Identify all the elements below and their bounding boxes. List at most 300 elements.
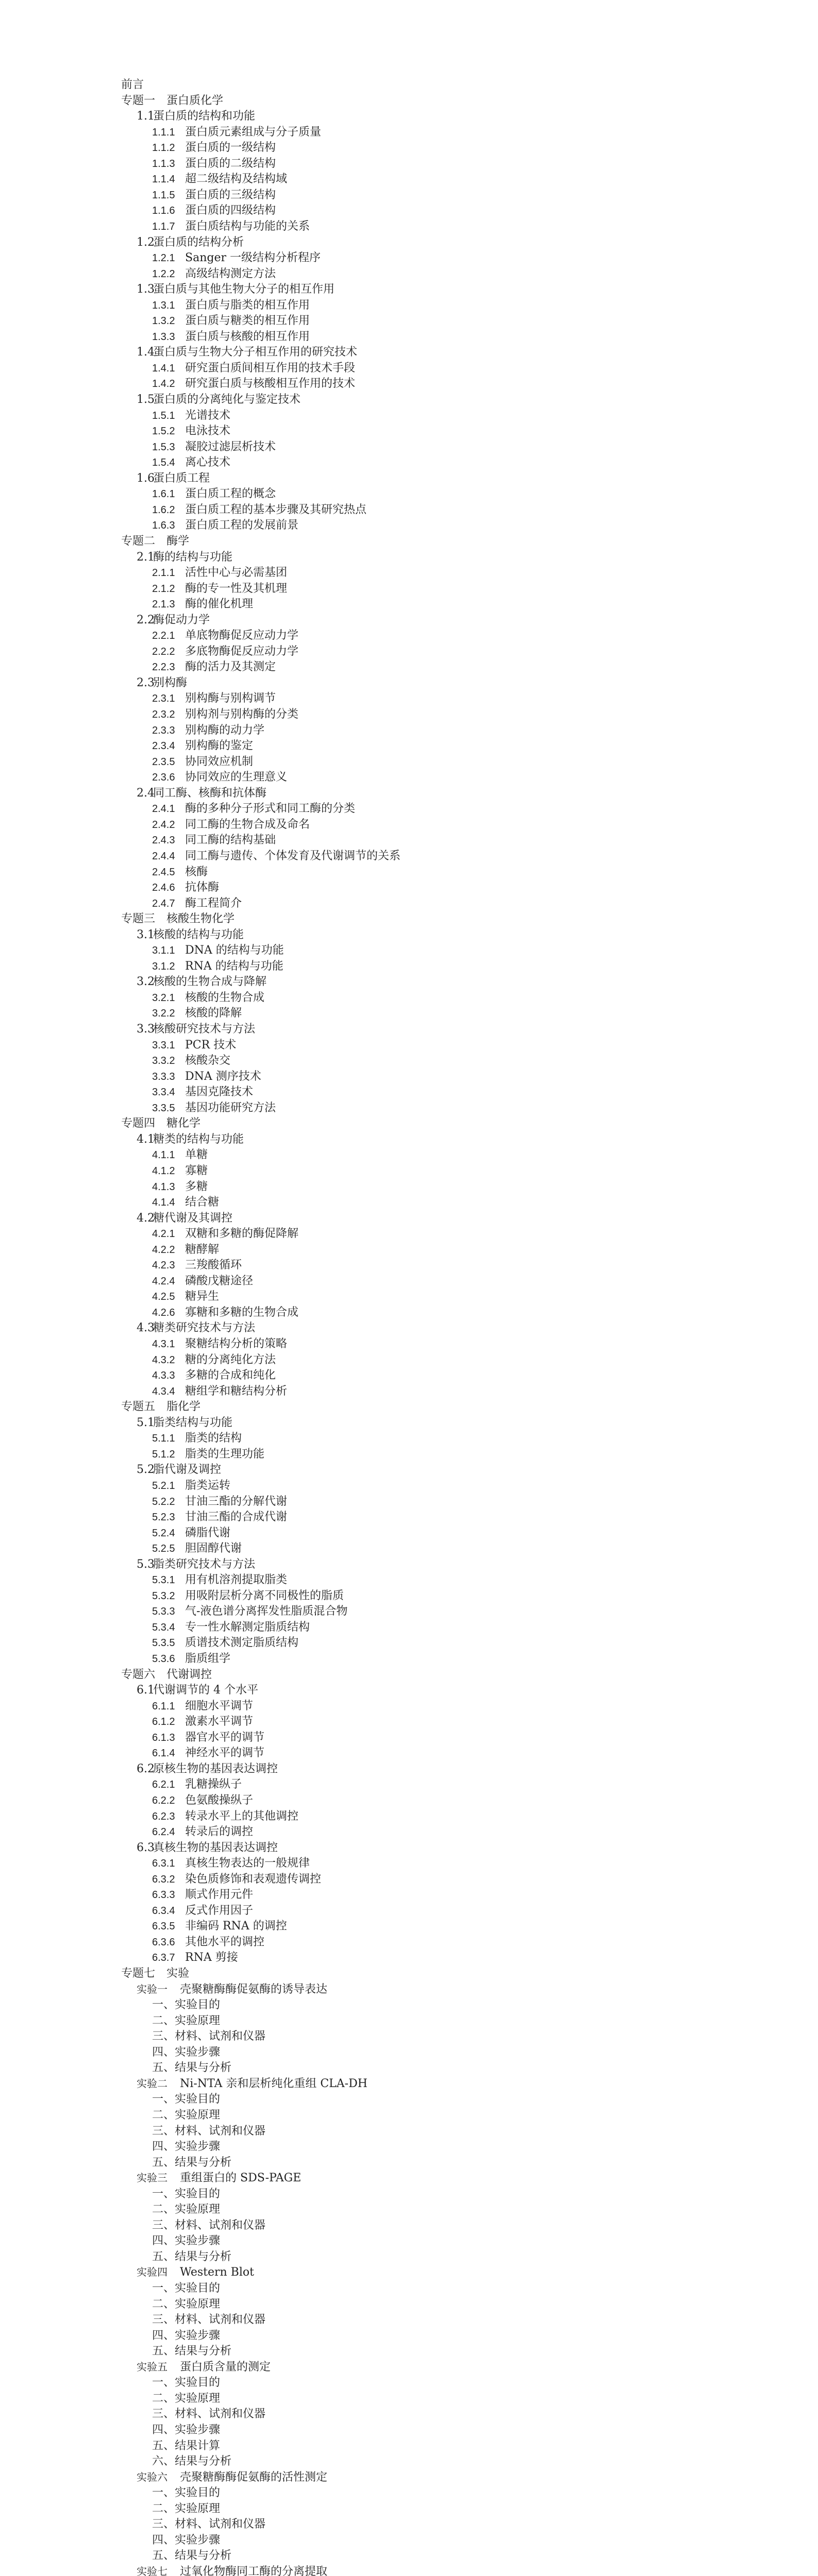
subsection-title: 别构酶的鉴定 xyxy=(185,739,254,753)
section-title: 原核生物的基因表达调控 xyxy=(153,1762,278,1775)
toc-subsection[interactable] xyxy=(152,833,276,848)
subsection-title: 用吸附层析分离不同极性的脂质 xyxy=(185,1589,344,1602)
subsection-title: 别构酶的动力学 xyxy=(185,723,265,737)
toc-section[interactable] xyxy=(137,1683,258,1698)
toc-experiment[interactable] xyxy=(137,2564,327,2576)
toc-subsection[interactable] xyxy=(152,1038,236,1053)
toc-chapter[interactable] xyxy=(121,93,223,109)
toc-subsection[interactable] xyxy=(152,1809,298,1824)
toc-subsection[interactable] xyxy=(152,1950,238,1965)
toc-subsection[interactable] xyxy=(152,1651,230,1667)
subsection-title: 超二级结构及结构域 xyxy=(185,173,288,186)
toc-section[interactable] xyxy=(137,1132,244,1147)
toc-experiment-step[interactable] xyxy=(152,2422,220,2438)
subsection-number: 1.1.6 xyxy=(152,205,175,217)
toc-chapter[interactable] xyxy=(121,1116,201,1131)
toc-subsection[interactable] xyxy=(152,1777,242,1792)
toc-subsection[interactable] xyxy=(152,1226,298,1242)
toc-subsection[interactable] xyxy=(152,1368,276,1383)
subsection-number: 1.2.1 xyxy=(152,252,175,264)
toc-section[interactable] xyxy=(137,1022,255,1037)
subsection-number: 5.3.3 xyxy=(152,1606,175,1618)
subsection-number: 1.4.2 xyxy=(152,378,175,390)
toc-subsection[interactable] xyxy=(152,250,321,266)
toc-subsection[interactable] xyxy=(152,754,253,770)
subsection-title: 糖酵解 xyxy=(185,1243,220,1256)
subsection-title: 其他水平的调控 xyxy=(185,1935,265,1948)
subsection-number: 2.1.2 xyxy=(152,583,175,595)
toc-section[interactable] xyxy=(137,471,210,486)
toc-section[interactable] xyxy=(137,1320,255,1336)
experiment-step-title: 二、实验原理 xyxy=(152,2392,221,2405)
subsection-number: 3.3.1 xyxy=(152,1039,175,1051)
subsection-number: 2.3.5 xyxy=(152,756,175,768)
toc-subsection[interactable] xyxy=(152,1195,219,1210)
chapter-number: 专题七 xyxy=(121,1967,156,1980)
subsection-number: 1.1.4 xyxy=(152,174,175,185)
subsection-number: 2.4.7 xyxy=(152,897,175,909)
section-number: 3.1 xyxy=(137,928,155,941)
toc-subsection[interactable] xyxy=(152,408,230,423)
toc-subsection[interactable] xyxy=(152,298,310,313)
section-title: 脂类研究技术与方法 xyxy=(153,1557,256,1571)
section-title: 糖代谢及其调控 xyxy=(153,1211,233,1225)
toc-subsection[interactable] xyxy=(152,1856,310,1871)
toc-section[interactable] xyxy=(137,1557,255,1572)
toc-subsection[interactable] xyxy=(152,1242,219,1258)
subsection-title: 脂类运转 xyxy=(185,1479,231,1492)
chapter-title: 实验 xyxy=(166,1967,190,1980)
subsection-title: 蛋白质与脂类的相互作用 xyxy=(185,298,310,312)
toc-experiment-step[interactable] xyxy=(152,2218,265,2233)
toc-subsection[interactable] xyxy=(152,1069,261,1084)
subsection-number: 3.2.1 xyxy=(152,992,175,1004)
subsection-number: 4.2.2 xyxy=(152,1244,175,1256)
toc-subsection[interactable] xyxy=(152,439,276,455)
toc-subsection[interactable] xyxy=(152,172,287,187)
toc-subsection[interactable] xyxy=(152,486,276,502)
toc-experiment-step[interactable] xyxy=(152,2297,220,2312)
toc-section[interactable] xyxy=(137,927,244,943)
toc-experiment-step[interactable] xyxy=(152,2344,231,2359)
chapter-title: 核酸生物化学 xyxy=(166,912,235,926)
subsection-title: 气-液色谱分离挥发性脂质混合物 xyxy=(185,1605,348,1618)
subsection-number: 5.1.2 xyxy=(152,1448,175,1460)
subsection-number: 4.2.1 xyxy=(152,1228,175,1240)
toc-experiment-step[interactable] xyxy=(152,2092,220,2107)
section-number: 5.1 xyxy=(137,1416,155,1429)
subsection-title: 蛋白质工程的基本步骤及其研究热点 xyxy=(185,503,367,516)
section-title: 真核生物的基因表达调控 xyxy=(153,1841,278,1854)
toc-chapter[interactable] xyxy=(121,1966,189,1981)
subsection-number: 2.3.6 xyxy=(152,772,175,784)
toc-subsection[interactable] xyxy=(152,1872,321,1887)
toc-subsection[interactable] xyxy=(152,1336,287,1352)
subsection-title: 反式作用因子 xyxy=(185,1904,254,1917)
subsection-number: 5.2.2 xyxy=(152,1496,175,1507)
toc-chapter[interactable] xyxy=(121,911,235,927)
experiment-title: Western Blot xyxy=(180,2266,254,2279)
toc-experiment-step[interactable] xyxy=(152,2202,220,2217)
subsection-number: 2.3.2 xyxy=(152,709,175,720)
toc-subsection[interactable] xyxy=(152,770,287,785)
toc-subsection[interactable] xyxy=(152,329,310,345)
chapter-number: 专题一 xyxy=(121,94,156,107)
subsection-number: 5.2.5 xyxy=(152,1543,175,1555)
toc-subsection[interactable] xyxy=(152,156,276,172)
experiment-step-title: 五、结果与分析 xyxy=(152,2061,232,2075)
experiment-step-title: 四、实验步骤 xyxy=(152,2329,221,2342)
toc-subsection[interactable] xyxy=(152,266,276,282)
experiment-title: 蛋白质含量的测定 xyxy=(180,2360,271,2374)
subsection-number: 2.2.3 xyxy=(152,662,175,673)
toc-section[interactable] xyxy=(137,675,187,691)
toc-subsection[interactable] xyxy=(152,691,276,706)
toc-subsection[interactable] xyxy=(152,1730,264,1745)
toc-experiment[interactable] xyxy=(137,2265,254,2280)
subsection-title: 转录水平上的其他调控 xyxy=(185,1809,299,1823)
toc-subsection[interactable] xyxy=(152,723,264,738)
toc-subsection[interactable] xyxy=(152,1053,230,1069)
toc-experiment-step[interactable] xyxy=(152,2233,220,2249)
toc-section[interactable] xyxy=(137,1462,221,1478)
section-title: 蛋白质的分离纯化与鉴定技术 xyxy=(153,393,301,406)
subsection-number: 6.3.5 xyxy=(152,1921,175,1933)
toc-subsection[interactable] xyxy=(152,140,276,156)
toc-subsection[interactable] xyxy=(152,880,219,895)
toc-subsection[interactable] xyxy=(152,125,321,140)
subsection-title: 多糖的合成和纯化 xyxy=(185,1369,276,1382)
toc-subsection[interactable] xyxy=(152,1919,287,1934)
toc-subsection[interactable] xyxy=(152,1714,253,1730)
subsection-number: 5.2.4 xyxy=(152,1527,175,1539)
section-number: 6.1 xyxy=(137,1684,155,1697)
toc-subsection[interactable] xyxy=(152,1745,264,1761)
subsection-number: 1.3.3 xyxy=(152,331,175,343)
subsection-title: 酶工程简介 xyxy=(185,896,242,910)
toc-subsection[interactable] xyxy=(152,376,355,392)
chapter-title: 代谢调控 xyxy=(166,1668,212,1681)
subsection-title: 甘油三酯的合成代谢 xyxy=(185,1511,288,1524)
subsection-number: 5.2.3 xyxy=(152,1512,175,1523)
toc-subsection[interactable] xyxy=(152,1289,219,1304)
subsection-title: RNA 的结构与功能 xyxy=(185,959,283,973)
subsection-title: 乳糖操纵子 xyxy=(185,1778,242,1791)
toc-subsection[interactable] xyxy=(152,1588,344,1604)
chapter-title: 糖化学 xyxy=(166,1117,201,1130)
subsection-title: DNA 测序技术 xyxy=(185,1070,261,1083)
toc-experiment-step[interactable] xyxy=(152,2312,265,2328)
toc-subsection[interactable] xyxy=(152,1478,230,1494)
toc-subsection[interactable] xyxy=(152,1447,264,1462)
subsection-title: 蛋白质结构与功能的关系 xyxy=(185,219,310,233)
subsection-title: 蛋白质的二级结构 xyxy=(185,157,276,170)
toc-experiment-step[interactable] xyxy=(152,2060,231,2076)
toc-subsection[interactable] xyxy=(152,1635,298,1651)
toc-subsection[interactable] xyxy=(152,659,276,675)
section-number: 3.2 xyxy=(137,975,155,989)
toc-subsection[interactable] xyxy=(152,628,298,643)
toc-subsection[interactable] xyxy=(152,1179,208,1195)
subsection-title: 甘油三酯的分解代谢 xyxy=(185,1495,288,1508)
experiment-step-title: 一、实验目的 xyxy=(152,1998,221,2012)
experiment-step-title: 三、材料、试剂和仪器 xyxy=(152,2030,266,2043)
toc-subsection[interactable] xyxy=(152,1006,242,1021)
subsection-title: 蛋白质的一级结构 xyxy=(185,141,276,155)
subsection-title: 高级结构测定方法 xyxy=(185,267,276,280)
toc-experiment[interactable] xyxy=(137,2076,368,2092)
toc-subsection[interactable] xyxy=(152,801,355,817)
toc-experiment-step[interactable] xyxy=(152,2548,231,2564)
toc-experiment-step[interactable] xyxy=(152,2249,231,2265)
toc-experiment[interactable] xyxy=(137,1982,327,1997)
subsection-number: 5.3.4 xyxy=(152,1621,175,1633)
subsection-title: 酶的活力及其测定 xyxy=(185,660,276,674)
toc-experiment-step[interactable] xyxy=(152,2328,220,2344)
subsection-title: 转录后的调控 xyxy=(185,1825,254,1839)
experiment-step-title: 三、材料、试剂和仪器 xyxy=(152,2518,266,2531)
toc-subsection[interactable] xyxy=(152,1935,264,1950)
subsection-title: 蛋白质工程的概念 xyxy=(185,487,276,501)
toc-subsection[interactable] xyxy=(152,959,283,974)
toc-experiment-step[interactable] xyxy=(152,2406,265,2422)
toc-section[interactable] xyxy=(137,282,335,297)
toc-subsection[interactable] xyxy=(152,1887,253,1903)
toc-experiment-step[interactable] xyxy=(152,2187,220,2202)
toc-section[interactable] xyxy=(137,1211,232,1226)
toc-subsection[interactable] xyxy=(152,1604,347,1619)
section-title: 核酸的生物合成与降解 xyxy=(153,975,267,989)
subsection-title: 抗体酶 xyxy=(185,881,220,894)
toc-experiment-step[interactable] xyxy=(152,2013,220,2029)
section-number: 1.6 xyxy=(137,471,155,485)
toc-subsection[interactable] xyxy=(152,1147,208,1163)
subsection-number: 6.1.2 xyxy=(152,1716,175,1728)
toc-subsection[interactable] xyxy=(152,1274,253,1289)
subsection-number: 6.1.4 xyxy=(152,1748,175,1759)
toc-subsection[interactable] xyxy=(152,896,242,911)
experiment-step-title: 五、结果与分析 xyxy=(152,2156,232,2169)
toc-subsection[interactable] xyxy=(152,455,230,470)
toc-section[interactable] xyxy=(137,1840,278,1856)
toc-subsection[interactable] xyxy=(152,1510,287,1525)
toc-experiment[interactable] xyxy=(137,2360,271,2375)
section-number: 1.4 xyxy=(137,346,155,359)
section-title: 蛋白质工程 xyxy=(153,471,210,485)
section-number: 2.3 xyxy=(137,676,155,689)
subsection-number: 5.1.1 xyxy=(152,1433,175,1445)
subsection-number: 1.1.1 xyxy=(152,126,175,138)
subsection-number: 6.3.7 xyxy=(152,1952,175,1964)
subsection-number: 2.3.3 xyxy=(152,724,175,736)
subsection-number: 1.1.5 xyxy=(152,189,175,201)
subsection-number: 5.2.1 xyxy=(152,1480,175,1492)
subsection-title: 协同效应的生理意义 xyxy=(185,771,288,784)
toc-subsection[interactable] xyxy=(152,1431,242,1446)
toc-subsection[interactable] xyxy=(152,1793,253,1808)
section-title: 蛋白质的结构和功能 xyxy=(153,110,256,123)
toc-subsection[interactable] xyxy=(152,1699,253,1714)
toc-section[interactable] xyxy=(137,1761,278,1777)
experiment-step-title: 四、实验步骤 xyxy=(152,2423,221,2436)
toc-experiment-step[interactable] xyxy=(152,1997,220,2013)
toc-experiment-step[interactable] xyxy=(152,2155,231,2171)
toc-subsection[interactable] xyxy=(152,1903,253,1919)
experiment-step-title: 三、材料、试剂和仪器 xyxy=(152,2408,266,2421)
toc-experiment-step[interactable] xyxy=(152,2454,231,2469)
toc-subsection[interactable] xyxy=(152,865,208,880)
toc-subsection[interactable] xyxy=(152,1258,242,1273)
toc-subsection[interactable] xyxy=(152,1620,310,1635)
subsection-number: 4.3.3 xyxy=(152,1370,175,1382)
toc-experiment-step[interactable] xyxy=(152,2281,220,2296)
toc-experiment-step[interactable] xyxy=(152,2485,220,2501)
experiment-number: 实验二 xyxy=(137,2078,168,2090)
toc-subsection[interactable] xyxy=(152,738,253,754)
experiment-step-title: 三、材料、试剂和仪器 xyxy=(152,2313,266,2327)
toc-subsection[interactable] xyxy=(152,817,310,833)
toc-experiment-step[interactable] xyxy=(152,2501,220,2517)
toc-experiment-step[interactable] xyxy=(152,2391,220,2406)
subsection-number: 2.1.3 xyxy=(152,599,175,611)
toc-experiment-step[interactable] xyxy=(152,2438,220,2454)
subsection-title: 三羧酸循环 xyxy=(185,1259,242,1272)
experiment-step-title: 六、结果与分析 xyxy=(152,2455,232,2468)
subsection-title: 用有机溶剂提取脂类 xyxy=(185,1573,288,1587)
subsection-number: 2.3.1 xyxy=(152,693,175,705)
toc-section[interactable] xyxy=(137,613,210,628)
subsection-number: 4.2.5 xyxy=(152,1291,175,1303)
toc-subsection[interactable] xyxy=(152,219,310,234)
toc-chapter[interactable] xyxy=(121,1667,212,1683)
toc-section[interactable] xyxy=(137,550,232,565)
subsection-title: 寡糖和多糖的生物合成 xyxy=(185,1306,299,1319)
toc-experiment-step[interactable] xyxy=(152,2029,265,2044)
toc-subsection[interactable] xyxy=(152,518,298,533)
toc-subsection[interactable] xyxy=(152,313,310,329)
subsection-title: 核酶 xyxy=(185,865,208,878)
subsection-number: 2.4.3 xyxy=(152,835,175,846)
toc-subsection[interactable] xyxy=(152,581,287,597)
toc-chapter[interactable] xyxy=(121,1399,201,1415)
subsection-number: 1.2.2 xyxy=(152,268,175,280)
subsection-title: 蛋白质的四级结构 xyxy=(185,204,276,217)
subsection-title: 核酸杂交 xyxy=(185,1054,231,1067)
toc-experiment[interactable] xyxy=(137,2470,327,2485)
toc-experiment-step[interactable] xyxy=(152,2533,220,2548)
toc-subsection[interactable] xyxy=(152,1352,276,1368)
toc-subsection[interactable] xyxy=(152,849,400,864)
subsection-title: 基因克隆技术 xyxy=(185,1086,254,1099)
toc-subsection[interactable] xyxy=(152,502,366,518)
section-number: 4.1 xyxy=(137,1132,155,1146)
toc-subsection[interactable] xyxy=(152,1824,253,1840)
subsection-title: 单底物酶促反应动力学 xyxy=(185,629,299,642)
chapter-title: 酶学 xyxy=(166,534,190,548)
toc-chapter[interactable] xyxy=(121,534,189,549)
toc-section[interactable] xyxy=(137,235,244,250)
toc-experiment-step[interactable] xyxy=(152,2375,220,2391)
toc-section[interactable] xyxy=(137,345,357,360)
subsection-number: 1.6.3 xyxy=(152,520,175,532)
subsection-title: 色氨酸操纵子 xyxy=(185,1793,254,1807)
toc-section[interactable] xyxy=(137,109,255,124)
toc-section[interactable] xyxy=(137,974,266,990)
toc-subsection[interactable] xyxy=(152,597,253,612)
toc-experiment-step[interactable] xyxy=(152,2045,220,2060)
experiment-step-title: 四、实验步骤 xyxy=(152,2140,221,2154)
toc-experiment-step[interactable] xyxy=(152,2108,220,2123)
subsection-number: 5.3.5 xyxy=(152,1637,175,1649)
chapter-number: 专题六 xyxy=(121,1668,156,1681)
toc-subsection[interactable] xyxy=(152,1526,230,1541)
toc-subsection[interactable] xyxy=(152,361,355,376)
subsection-number: 2.4.4 xyxy=(152,850,175,862)
toc-subsection[interactable] xyxy=(152,1541,242,1556)
subsection-number: 6.2.1 xyxy=(152,1779,175,1791)
toc-section[interactable] xyxy=(137,786,266,801)
toc-subsection[interactable] xyxy=(152,188,276,203)
toc-subsection[interactable] xyxy=(152,565,287,581)
toc-experiment-step[interactable] xyxy=(152,2124,265,2139)
toc-subsection[interactable] xyxy=(152,990,264,1006)
section-title: 代谢调节的 4 个水平 xyxy=(153,1684,258,1697)
subsection-title: 蛋白质工程的发展前景 xyxy=(185,519,299,532)
toc-subsection[interactable] xyxy=(152,1572,287,1588)
subsection-number: 4.3.2 xyxy=(152,1354,175,1366)
experiment-title: 壳聚糖酶酶促氨酶的活性测定 xyxy=(180,2470,328,2484)
subsection-number: 2.4.5 xyxy=(152,866,175,878)
subsection-title: 别构酶与别构调节 xyxy=(185,692,276,705)
subsection-title: 专一性水解测定脂质结构 xyxy=(185,1620,310,1634)
toc-experiment-step[interactable] xyxy=(152,2517,265,2532)
subsection-number: 3.1.1 xyxy=(152,945,175,957)
toc-subsection[interactable] xyxy=(152,1494,287,1510)
subsection-number: 5.3.1 xyxy=(152,1574,175,1586)
subsection-title: 同工酶的结构基础 xyxy=(185,834,276,847)
toc-preface[interactable] xyxy=(121,77,144,93)
subsection-number: 4.3.1 xyxy=(152,1338,175,1350)
subsection-title: 真核生物表达的一般规律 xyxy=(185,1857,310,1870)
subsection-number: 1.3.1 xyxy=(152,299,175,311)
subsection-title: RNA 剪接 xyxy=(185,1951,238,1964)
toc-subsection[interactable] xyxy=(152,423,230,439)
experiment-step-title: 四、实验步骤 xyxy=(152,2234,221,2248)
toc-subsection[interactable] xyxy=(152,943,284,958)
toc-subsection[interactable] xyxy=(152,203,276,218)
section-title: 蛋白质的结构分析 xyxy=(153,235,244,249)
section-number: 1.3 xyxy=(137,283,155,296)
toc-subsection[interactable] xyxy=(152,1384,287,1399)
toc-subsection[interactable] xyxy=(152,1163,208,1179)
subsection-number: 3.3.2 xyxy=(152,1055,175,1067)
subsection-title: 顺式作用元件 xyxy=(185,1888,254,1902)
toc-subsection[interactable] xyxy=(152,707,298,722)
toc-subsection[interactable] xyxy=(152,644,298,659)
toc-experiment[interactable] xyxy=(137,2171,301,2186)
toc-experiment-step[interactable] xyxy=(152,2139,220,2155)
subsection-title: 单糖 xyxy=(185,1148,208,1162)
toc-preface-text: 前言 xyxy=(121,78,144,91)
toc-subsection[interactable] xyxy=(152,1100,276,1116)
experiment-number: 实验五 xyxy=(137,2361,168,2373)
subsection-title: 糖组学和糖结构分析 xyxy=(185,1384,288,1398)
toc-section[interactable] xyxy=(137,1415,232,1431)
toc-subsection[interactable] xyxy=(152,1084,253,1100)
toc-section[interactable] xyxy=(137,392,301,408)
toc-subsection[interactable] xyxy=(152,1305,298,1320)
section-title: 核酸的结构与功能 xyxy=(153,928,244,941)
